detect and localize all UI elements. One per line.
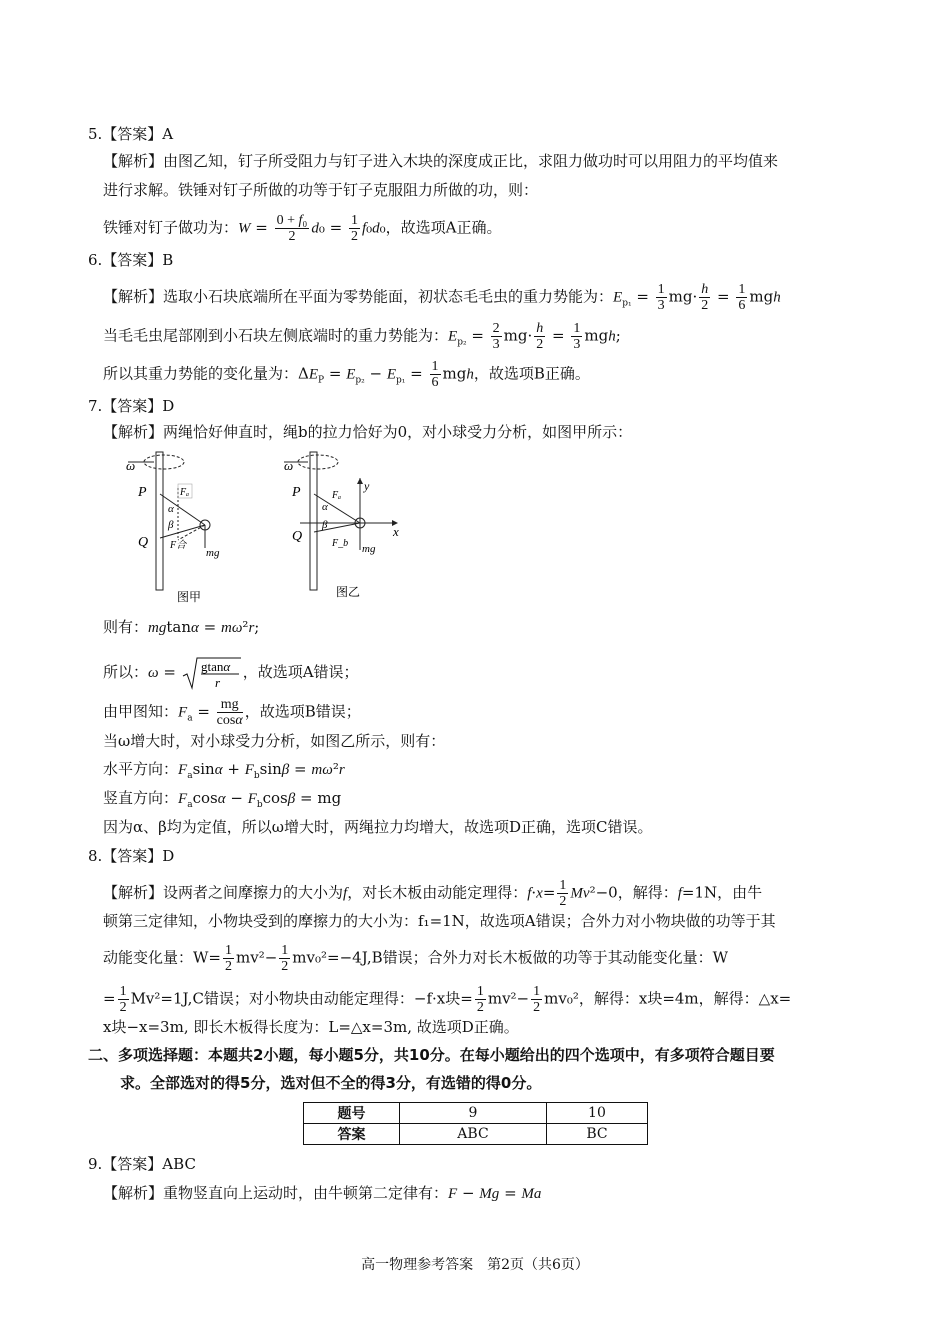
page-footer: 高一物理参考答案 第2页（共6页） bbox=[361, 1257, 589, 1273]
section2-line2: 求。全部选对的得5分，选对但不全的得3分，有选错的得0分。 bbox=[120, 1074, 542, 1092]
svg-text:Fₐ: Fₐ bbox=[180, 487, 190, 498]
q8-line2: 顿第三定律知，小物块受到的摩擦力的大小为：f₁=1N，故选项A错误；合外力对小物块做的功等于其 bbox=[103, 912, 776, 930]
q5-answer: 5.【答案】A bbox=[88, 125, 174, 143]
figure-a bbox=[120, 448, 230, 608]
svg-text:r: r bbox=[214, 675, 220, 690]
figure-a-caption: 图甲 bbox=[177, 590, 202, 604]
q7-increase: 当ω增大时，对小球受力分析，如图乙所示，则有： bbox=[103, 732, 446, 750]
svg-text:α: α bbox=[322, 501, 328, 513]
table-cell: 10 bbox=[546, 1103, 647, 1124]
q9-line1: 【解析】重物竖直向上运动时，由牛顿第二定律有：F − Mg = Ma bbox=[103, 1184, 542, 1202]
q5-line2: 进行求解。铁锤对钉子所做的功等于钉子克服阻力所做的功，则： bbox=[103, 181, 539, 199]
q6-line3: 所以其重力势能的变化量为：$\Delta E_P = E_{p_2} - E_{p_1}$ = $\frac{1}{6}$ mgh，故选项B正确。 bbox=[103, 359, 590, 390]
svg-text:β: β bbox=[168, 519, 174, 531]
table-cell: 9 bbox=[400, 1103, 547, 1124]
svg-text:β: β bbox=[322, 519, 328, 531]
q6-answer: 6.【答案】B bbox=[88, 251, 174, 269]
table-header-question: 题号 bbox=[304, 1103, 400, 1124]
svg-text:F_b: F_b bbox=[332, 538, 349, 549]
svg-text:Q: Q bbox=[138, 535, 149, 550]
table-cell: ABC bbox=[400, 1124, 547, 1145]
q7-horizontal: 水平方向：$F_a\sin\alpha + F_b\sin\beta = m\omega^2r$ bbox=[103, 760, 345, 781]
svg-text:mg: mg bbox=[206, 547, 220, 559]
q8-line5: x块−x=3m, 即长木板得长度为：L=△x=3m, 故选项D正确。 bbox=[103, 1018, 519, 1036]
q9-answer: 9.【答案】ABC bbox=[88, 1155, 196, 1173]
svg-text:F合: F合 bbox=[170, 540, 187, 551]
q7-fig: 由甲图知：$F_a$ = $\frac{mg}{\cos\alpha}$ ，故选项B错误； bbox=[103, 697, 361, 728]
answer-table bbox=[303, 1102, 648, 1145]
svg-text:y: y bbox=[364, 479, 370, 493]
q7-answer: 7.【答案】D bbox=[88, 397, 175, 415]
q6-line2: 当毛毛虫尾部刚到小石块左侧底端时的重力势能为：$E_{p_2}$ = $\frac{2}{3}$ mg· $\frac{h}{2}$ = $\frac{1}{3}$ mgh; bbox=[103, 321, 621, 352]
q7-so: 所以：ω = gtanα r ，故选项A错误； bbox=[103, 659, 359, 690]
q5-line3: 铁锤对钉子做功为：W = $\frac{\text{0 + f₀}}{2}$ d₀ = $\frac{1}{2}$ f₀d₀，故选项A正确。 bbox=[103, 213, 502, 244]
svg-text:mg: mg bbox=[362, 543, 376, 555]
q7-end: 因为α、β均为定值，所以ω增大时，两绳拉力均增大，故选项D正确，选项C错误。 bbox=[103, 818, 653, 836]
figure-b-caption: 图乙 bbox=[336, 585, 361, 599]
svg-text:ω: ω bbox=[126, 458, 136, 473]
svg-text:Q: Q bbox=[292, 529, 303, 544]
q7-line1: 【解析】两绳恰好伸直时，绳b的拉力恰好为0，对小球受力分析，如图甲所示： bbox=[103, 423, 633, 441]
svg-text:P: P bbox=[138, 485, 147, 500]
svg-text:gtanα: gtanα bbox=[200, 659, 230, 674]
svg-text:x: x bbox=[393, 524, 399, 539]
q8-line1: 【解析】设两者之间摩擦力的大小为f，对长木板由动能定理得：f·x= $\frac{1}{2}$ Mv²−0，解得：f=1N，由牛 bbox=[103, 878, 763, 909]
section2-line1: 二、多项选择题：本题共2小题，每小题5分，共10分。在每小题给出的四个选项中，有多项符合题目要 bbox=[88, 1046, 775, 1064]
q7-vertical: 竖直方向：$F_a\cos\alpha - F_b\cos\beta$ = mg bbox=[103, 789, 342, 810]
svg-text:α: α bbox=[168, 503, 174, 515]
svg-text:P: P bbox=[292, 485, 301, 500]
q8-answer: 8.【答案】D bbox=[88, 847, 175, 865]
svg-text:ω: ω bbox=[284, 458, 294, 473]
figure-b bbox=[280, 448, 410, 608]
q6-line1: 【解析】选取小石块底端所在平面为零势能面，初状态毛毛虫的重力势能为：$E_{p_1}$ = $\frac{1}{3}$ mg· $\frac{h}{2}$ = $\frac{1}{6}$ mgh bbox=[103, 282, 781, 313]
svg-text:Fₐ: Fₐ bbox=[332, 490, 342, 501]
q8-line3: 动能变化量：W= $\frac{1}{2}$ mv²− $\frac{1}{2}$ mv₀²=−4J,B错误；合外力对长木板做的功等于其动能变化量：W bbox=[103, 943, 729, 974]
q5-line1: 【解析】由图乙知，钉子所受阻力与钉子进入木块的深度成正比，求阻力做功时可以用阻力的平均值来 bbox=[103, 152, 779, 170]
q8-line4: = $\frac{1}{2}$ Mv²=1J,C错误；对小物块由动能定理得：−f·x块= $\frac{1}{2}$ mv²− $\frac{1}{2}$ mv₀²，解得：x块=4m，解得：△x= bbox=[103, 984, 792, 1015]
q7-then: 则有：mgtanα = mω²r; bbox=[103, 618, 260, 636]
table-header-answer: 答案 bbox=[304, 1124, 400, 1145]
table-cell: BC bbox=[546, 1124, 647, 1145]
